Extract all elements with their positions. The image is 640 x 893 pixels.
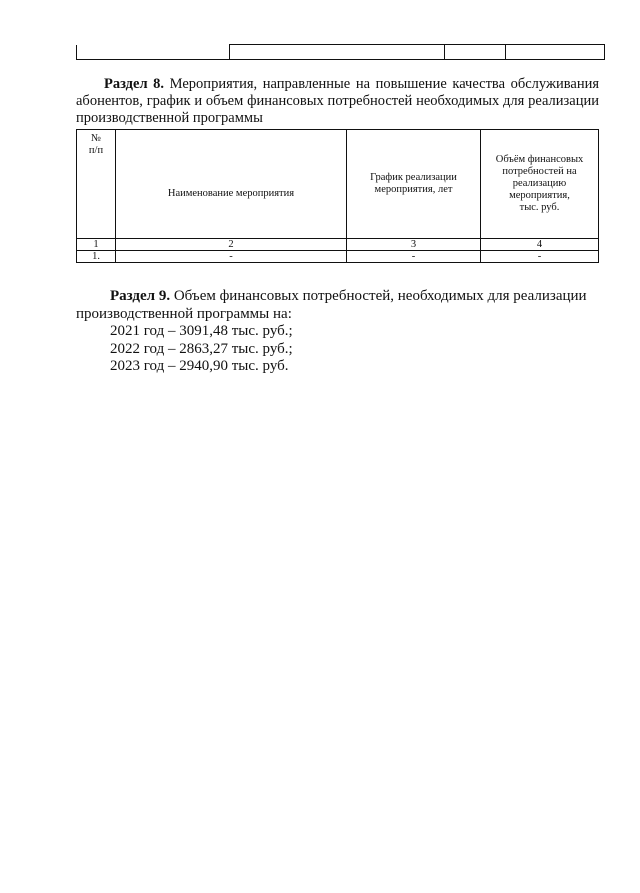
previous-table-cell — [77, 45, 230, 60]
year-2021-line: 2021 год – 3091,48 тыс. руб.; — [110, 323, 293, 339]
section-9-paragraph — [76, 288, 599, 306]
table-cell: - — [116, 251, 347, 263]
section-9-title: Раздел 9. — [110, 288, 171, 304]
index-cell: 3 — [347, 239, 481, 251]
year-2023-line: 2023 год – 2940,90 тыс. руб. — [110, 358, 289, 374]
year-2022-line: 2022 год – 2863,27 тыс. руб.; — [110, 340, 293, 357]
previous-table-cell — [445, 45, 506, 60]
index-cell: 1 — [77, 239, 116, 251]
table-cell: - — [481, 251, 599, 263]
header-schedule: График реализации мероприятия, лет — [347, 130, 481, 239]
table-cell: - — [347, 251, 481, 263]
table-header-row — [77, 130, 599, 239]
section-8-title: Раздел 8. — [104, 76, 165, 92]
events-table — [76, 129, 599, 263]
table-row — [77, 251, 599, 263]
index-cell: 2 — [116, 239, 347, 251]
section-9-text-line2: производственной программы на: — [76, 305, 292, 322]
previous-table-cell — [230, 45, 445, 60]
section-8-text: Мероприятия, направленные на повышение качества обслуживания абонентов, график и объем финансовых потребностей необходимых для реализации производственной программы — [76, 76, 600, 126]
section-9-text-line1: Объем финансовых потребностей, необходимых для реализации — [173, 288, 587, 304]
header-name: Наименование мероприятия — [116, 130, 347, 239]
table-index-row — [77, 239, 599, 251]
index-cell: 4 — [481, 239, 599, 251]
header-finance: Объём финансовых потребностей на реализацию мероприятия, тыс. руб. — [481, 130, 599, 239]
previous-table-cell — [506, 45, 605, 60]
header-num: № п/п — [77, 130, 116, 239]
previous-table-fragment — [76, 44, 605, 60]
section-9 — [76, 288, 599, 376]
table-cell: 1. — [77, 251, 116, 263]
section-8-heading — [76, 76, 599, 127]
